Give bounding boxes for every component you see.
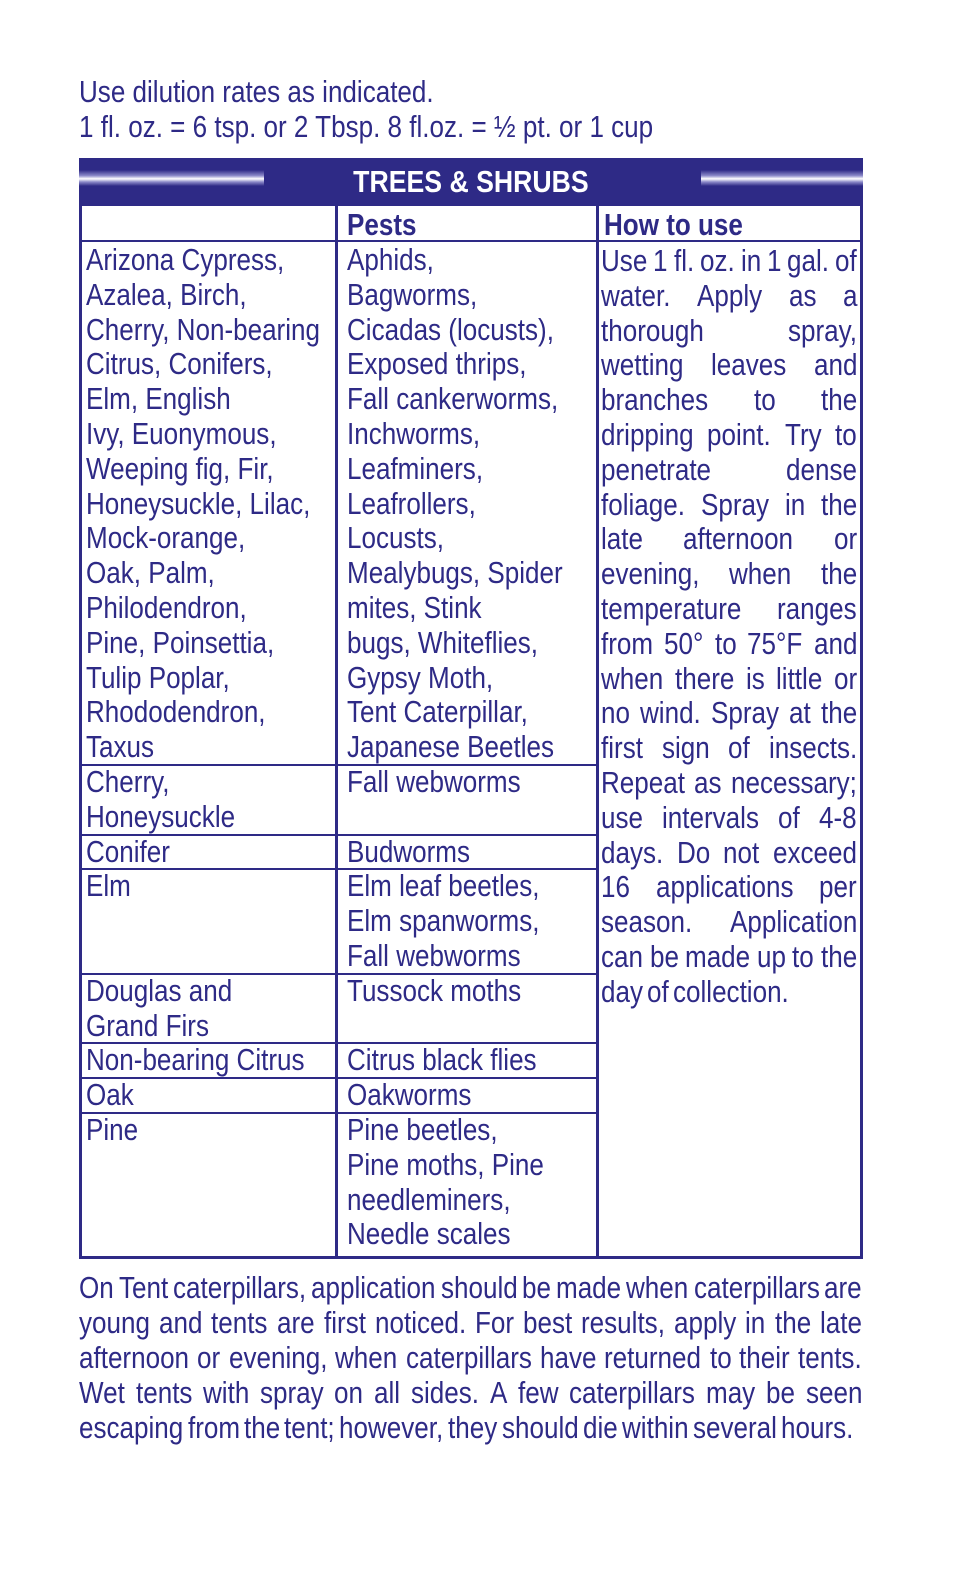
pest-cell-line: Exposed thrips, — [347, 346, 527, 382]
plant-cell-line: Pine — [86, 1112, 139, 1147]
plant-cell — [86, 243, 365, 765]
pest-cell-line: Tent Caterpillar, — [347, 694, 528, 730]
pest-cell — [347, 1113, 581, 1252]
plant-cell-line: Taxus — [86, 729, 155, 765]
pest-cell-line: Elm leaf beetles, — [347, 868, 540, 904]
plant-cell — [86, 974, 260, 1044]
pest-cell-line: bugs, Whiteflies, — [347, 624, 539, 660]
pest-cell — [347, 243, 604, 765]
plant-cell-line: Non-bearing Citrus — [86, 1042, 305, 1078]
pest-cell-line: Fall webworms — [347, 764, 521, 799]
footer-line: young and tents are first noticed. For best results, apply in the late — [79, 1305, 862, 1340]
plant-cell-line: Cherry, Non-bearing — [86, 311, 320, 347]
plant-cell-line: Douglas and — [86, 972, 233, 1008]
dilution-note: Use dilution rates as indicated. — [79, 74, 434, 109]
how-to-use-line: late afternoon or — [601, 521, 858, 557]
how-to-use-line: temperature ranges — [601, 590, 858, 626]
plant-cell-line: Mock-orange, — [86, 520, 246, 556]
pest-cell — [347, 1043, 573, 1078]
pest-cell-line: Inchworms, — [347, 415, 481, 451]
pest-cell-line: needleminers, — [347, 1181, 511, 1217]
plant-cell — [86, 1113, 148, 1148]
plant-cell — [86, 765, 263, 835]
plant-cell — [86, 1078, 143, 1113]
row-divider — [82, 1077, 596, 1079]
plant-cell-line: Grand Firs — [86, 1007, 209, 1043]
plant-cell — [86, 835, 186, 870]
tent-caterpillar-note — [79, 1270, 862, 1445]
how-to-use-line: when there is little or — [601, 660, 857, 696]
pest-cell — [347, 835, 493, 870]
pest-cell — [347, 765, 554, 800]
how-to-use-line: evening, when the — [601, 556, 858, 592]
how-to-use-line: water. Apply as a — [601, 277, 857, 313]
dilution-instructions — [79, 74, 768, 144]
pest-cell-line: mites, Stink — [347, 589, 482, 625]
plant-cell-line: Rhododendron, — [86, 694, 266, 730]
pest-cell-line: Elm spanworms, — [347, 903, 540, 939]
plant-cell-line: Azalea, Birch, — [86, 276, 247, 312]
pest-cell — [347, 1078, 495, 1113]
footer-line: On Tent caterpillars, application should be made when caterpillars are — [79, 1270, 863, 1305]
pest-cell-line: Japanese Beetles — [347, 729, 555, 765]
pest-cell-line: Leafrollers, — [347, 485, 476, 521]
plant-cell-line: Elm, English — [86, 381, 231, 417]
plant-cell-line: Pine, Poinsettia, — [86, 624, 275, 660]
how-to-use-line: foliage. Spray in the — [601, 486, 857, 522]
how-to-use-line: wetting leaves and — [601, 347, 858, 383]
how-to-use-line: season. Application — [601, 904, 858, 940]
plant-cell-line: Ivy, Euonymous, — [86, 415, 277, 451]
footer-line: Wet tents with spray on all sides. A few caterpillars may be seen — [79, 1375, 863, 1410]
pest-cell-line: Fall cankerworms, — [347, 381, 559, 417]
plant-cell-line: Cherry, — [86, 764, 170, 799]
pest-cell-line: Pine moths, Pine — [347, 1146, 544, 1182]
pest-cell — [347, 974, 554, 1009]
how-to-use-line: dripping point. Try to — [601, 416, 858, 452]
plant-cell-line: Oak — [86, 1077, 134, 1113]
how-to-use-line: day of collection. — [601, 973, 790, 1009]
pest-cell-line: Pine beetles, — [347, 1112, 498, 1147]
plant-cell-line: Honeysuckle, Lilac, — [86, 485, 311, 521]
pest-cell-line: Fall webworms — [347, 937, 521, 973]
how-to-use-line: 16 applications per — [601, 869, 858, 905]
plant-cell — [86, 1043, 346, 1078]
how-to-use-line: penetrate dense — [601, 451, 858, 487]
pest-cell-line: Mealybugs, Spider — [347, 555, 563, 591]
how-to-use-text — [601, 244, 857, 1010]
pest-cell-line: Citrus black flies — [347, 1042, 537, 1078]
section-title: TREES & SHRUBS — [353, 164, 589, 199]
how-to-use-line: days. Do not exceed — [601, 834, 857, 870]
plant-cell-line: Tulip Poplar, — [86, 659, 230, 695]
how-to-use-line: can be made up to the — [601, 938, 857, 974]
pest-cell-line: Tussock moths — [347, 972, 522, 1008]
footer-line: escaping from the tent; however, they should die within several hours. — [79, 1410, 854, 1445]
column-header: Pests — [347, 207, 417, 242]
plant-cell — [86, 869, 139, 904]
pest-cell-line: Bagworms, — [347, 276, 478, 312]
plant-cell-line: Weeping fig, Fir, — [86, 450, 274, 486]
conversion-note: 1 fl. oz. = 6 tsp. or 2 Tbsp. 8 fl.oz. = ½ pt. or 1 cup — [79, 109, 654, 144]
how-to-use-line: from 50° to 75°F and — [601, 625, 858, 661]
plant-cell-line: Conifer — [86, 833, 170, 869]
plant-cell-line: Arizona Cypress, — [86, 242, 285, 277]
footer-line: afternoon or evening, when caterpillars have returned to their tents. — [79, 1340, 862, 1375]
pest-cell-line: Needle scales — [347, 1216, 511, 1252]
plant-cell-line: Honeysuckle — [86, 798, 236, 834]
how-to-use-line: thorough spray, — [601, 312, 858, 348]
section-header-band — [79, 158, 863, 206]
pest-cell — [347, 869, 576, 973]
pest-cell-line: Cicadas (locusts), — [347, 311, 554, 347]
pest-cell-line: Gypsy Moth, — [347, 659, 494, 695]
pest-cell-line: Budworms — [347, 833, 471, 869]
how-to-use-line: Repeat as necessary; — [601, 764, 858, 800]
pest-cell-line: Leafminers, — [347, 450, 484, 486]
pest-cell-line: Locusts, — [347, 520, 444, 556]
plant-cell-line: Citrus, Conifers, — [86, 346, 273, 382]
plant-cell-line: Philodendron, — [86, 589, 247, 625]
how-to-use-line: Use 1 fl. oz. in 1 gal. of — [601, 243, 857, 278]
plant-cell-line: Elm — [86, 868, 131, 904]
pest-cell-line: Oakworms — [347, 1077, 472, 1113]
how-to-use-line: branches to the — [601, 382, 858, 418]
pest-cell-line: Aphids, — [347, 242, 434, 277]
column-header: How to use — [604, 207, 743, 242]
plant-cell-line: Oak, Palm, — [86, 555, 215, 591]
how-to-use-line: use intervals of 4-8 — [601, 799, 857, 835]
how-to-use-line: no wind. Spray at the — [601, 695, 857, 731]
how-to-use-line: first sign of insects. — [601, 730, 857, 766]
